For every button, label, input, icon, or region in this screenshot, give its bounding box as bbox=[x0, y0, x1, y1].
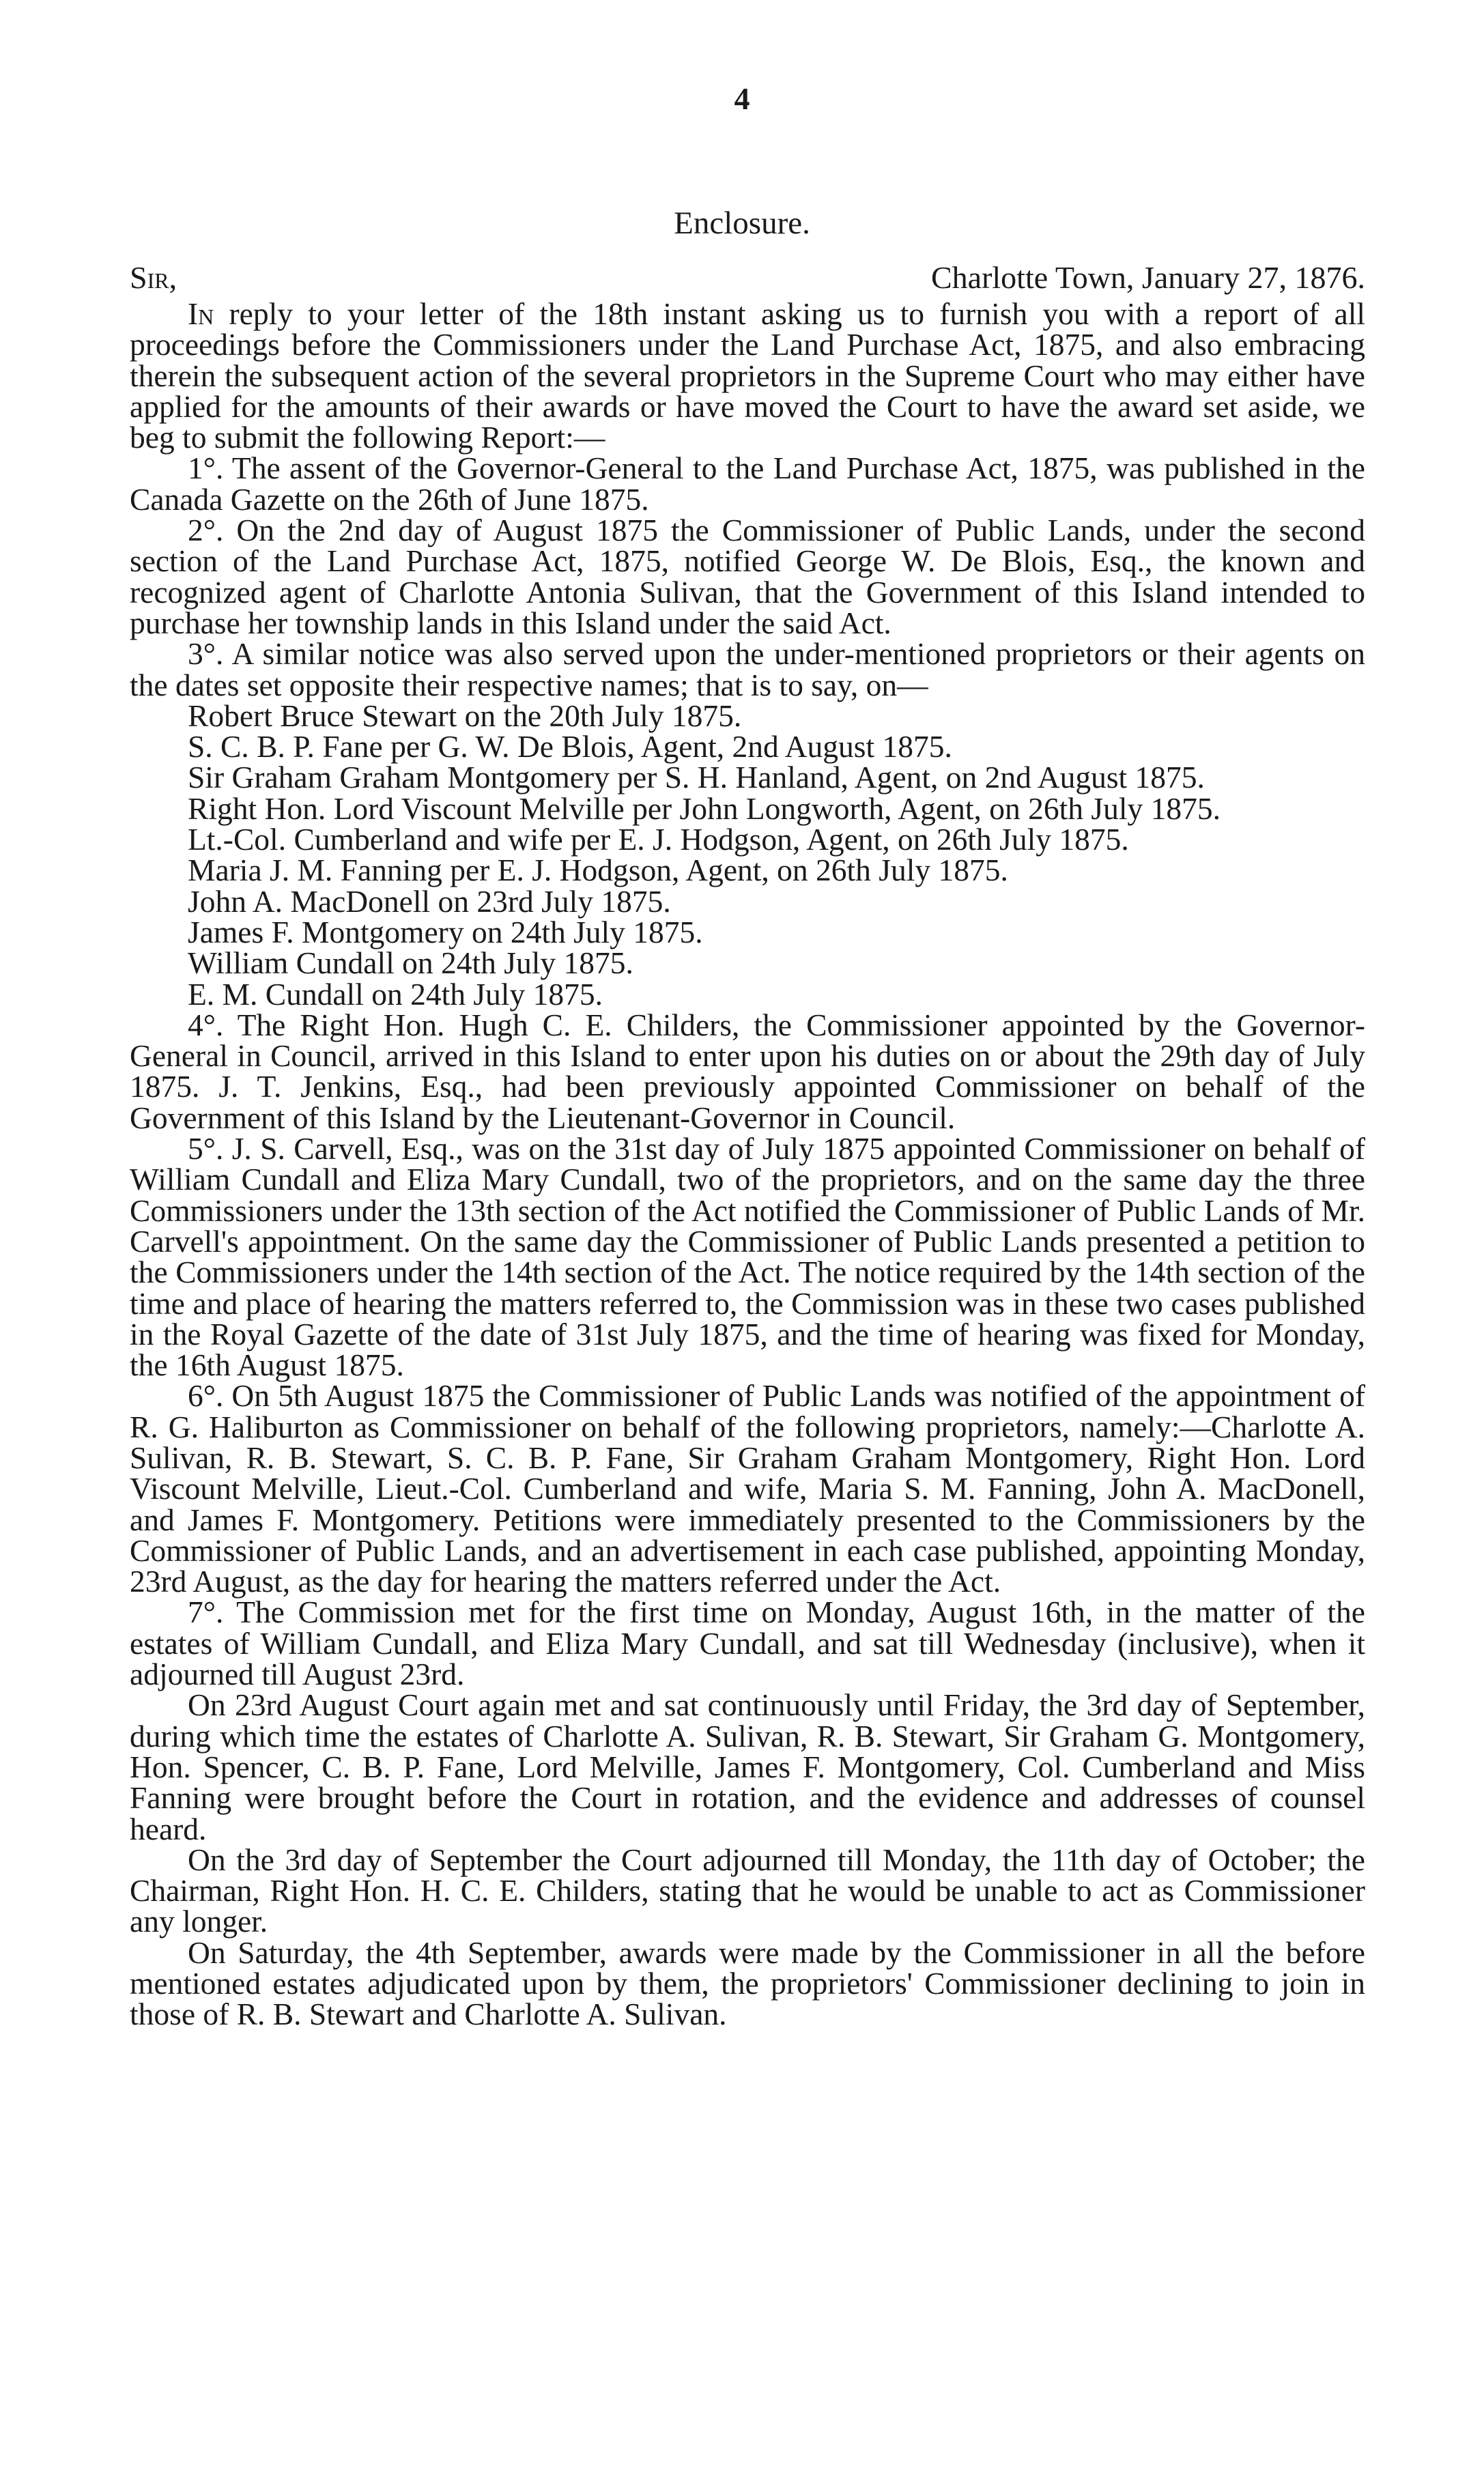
paragraph-6: 6°. On 5th August 1875 the Commissioner of Public Lands was notified of the appointment of R. G. Haliburton as Commissioner on behalf of the following proprietors, namely:—Charlotte A. Sulivan, R. B. Stewart, S. C. B. P. Fane, Sir Graham Graham Montgomery, Right Hon. Lord Viscount Melville, Lieut.-Col. Cumberland and wife, Maria S. M. Fanning, John A. MacDonell, and James F. Montgomery. Petitions were immediately presented to the Commissioners by the Commissioner of Public Lands, and an advertisement in each case published, appointing Monday, 23rd August, as the day for hearing the matters referred under the Act. bbox=[130, 1378, 1365, 1599]
opening-text: reply to your letter of the 18th instant asking us to furnish you with a report of all proceedings before the Commissioners under the Land Purchase Act, 1875, and also embracing therein the subsequent action of the several proprietors in the Supreme Court who may either have applied for the amounts of their awards or have moved the Court to have the award set aside, we beg to submit the following Report:— bbox=[130, 296, 1365, 455]
enclosure-heading: Enclosure. bbox=[674, 205, 810, 241]
paragraph-10: On Saturday, the 4th September, awards were made by the Commissioner in all the before mentioned estates adjudicated upon by them, the proprietors' Commissioner declining to join in those of R. B. Stewart and Charlotte A. Sulivan. bbox=[130, 1934, 1365, 2032]
page-number: 4 bbox=[734, 81, 750, 116]
salutation-row bbox=[130, 259, 1365, 300]
paragraph-3: 3°. A similar notice was also served upon the under-mentioned proprietors or their agents on the dates set opposite their respective names; that is to say, on— bbox=[130, 636, 1365, 702]
paragraph-9: On the 3rd day of September the Court adjourned till Monday, the 11th day of October; the Chairman, Right Hon. H. C. E. Childers, stating that he would be unable to act as Commissioner any longer. bbox=[130, 1842, 1365, 1939]
paragraph-2: 2°. On the 2nd day of August 1875 the Commissioner of Public Lands, under the second section of the Land Purchase Act, 1875, notified George W. De Blois, Esq., the known and recognized agent of Charlotte Antonia Sulivan, that the Government of this Island intended to purchase her township lands in this Island under the said Act. bbox=[130, 513, 1365, 640]
notice-list bbox=[130, 700, 1365, 1010]
list-item: Lt.-Col. Cumberland and wife per E. J. Hodgson, Agent, on 26th July 1875. bbox=[188, 822, 1129, 857]
list-item: Maria J. M. Fanning per E. J. Hodgson, Agent, on 26th July 1875. bbox=[188, 853, 1008, 888]
paragraph-7: 7°. The Commission met for the first time on Monday, August 16th, in the matter of the estates of William Cundall, and Eliza Mary Cundall, and sat till Wednesday (inclusive), when it adjourned till August 23rd. bbox=[130, 1595, 1365, 1692]
paragraph-5: 5°. J. S. Carvell, Esq., was on the 31st day of July 1875 appointed Commissioner on behalf of William Cundall and Eliza Mary Cundall, two of the proprietors, and on the same day the three Commissioners under the 13th section of the Act notified the Commissioner of Public Lands of Mr. Carvell's appointment. On the same day the Commissioner of Public Lands presented a petition to the Commissioners under the 14th section of the Act. The notice required by the 14th section of the time and place of hearing the matters referred to, the Commission was in these two cases published in the Royal Gazette of the date of 31st July 1875, and the time of hearing was fixed for Monday, the 16th August 1875. bbox=[130, 1131, 1365, 1383]
dateline: Charlotte Town, January 27, 1876. bbox=[930, 260, 1365, 295]
list-item: E. M. Cundall on 24th July 1875. bbox=[188, 976, 603, 1012]
paragraph-8: On 23rd August Court again met and sat continuously until Friday, the 3rd day of September, during which time the estates of Charlotte A. Sulivan, R. B. Stewart, Sir Graham G. Montgomery, Hon. Spencer, C. B. P. Fane, Lord Melville, James F. Montgomery, Col. Cumberland and Miss Fanning were brought before the Court in rotation, and the evidence and addresses of counsel heard. bbox=[130, 1687, 1365, 1846]
list-item: James F. Montgomery on 24th July 1875. bbox=[188, 914, 703, 949]
list-item: Sir Graham Graham Montgomery per S. H. Hanland, Agent, on 2nd August 1875. bbox=[188, 760, 1205, 795]
list-item: S. C. B. P. Fane per G. W. De Blois, Agent, 2nd August 1875. bbox=[188, 729, 952, 764]
list-item: Robert Bruce Stewart on the 20th July 1875. bbox=[188, 698, 742, 733]
opening-paragraph bbox=[130, 298, 1365, 453]
paragraph-4: 4°. The Right Hon. Hugh C. E. Childers, the Commissioner appointed by the Governor-General in Council, arrived in this Island to enter upon his duties on or about the 29th day of July 1875. J. T. Jenkins, Esq., had been previously appointed Commissioner on behalf of the Government of this Island by the Lieutenant-Governor in Council. bbox=[130, 1007, 1365, 1135]
opening-lead: In bbox=[188, 296, 214, 331]
list-item: Right Hon. Lord Viscount Melville per John Longworth, Agent, on 26th July 1875. bbox=[188, 790, 1221, 826]
salutation: Sir, bbox=[130, 260, 177, 295]
letter-body bbox=[130, 298, 1365, 2030]
paragraph-1: 1°. The assent of the Governor-General to the Land Purchase Act, 1875, was published in the Canada Gazette on the 26th of June 1875. bbox=[130, 451, 1365, 517]
list-item: John A. MacDonell on 23rd July 1875. bbox=[188, 883, 671, 919]
list-item: William Cundall on 24th July 1875. bbox=[188, 945, 633, 981]
